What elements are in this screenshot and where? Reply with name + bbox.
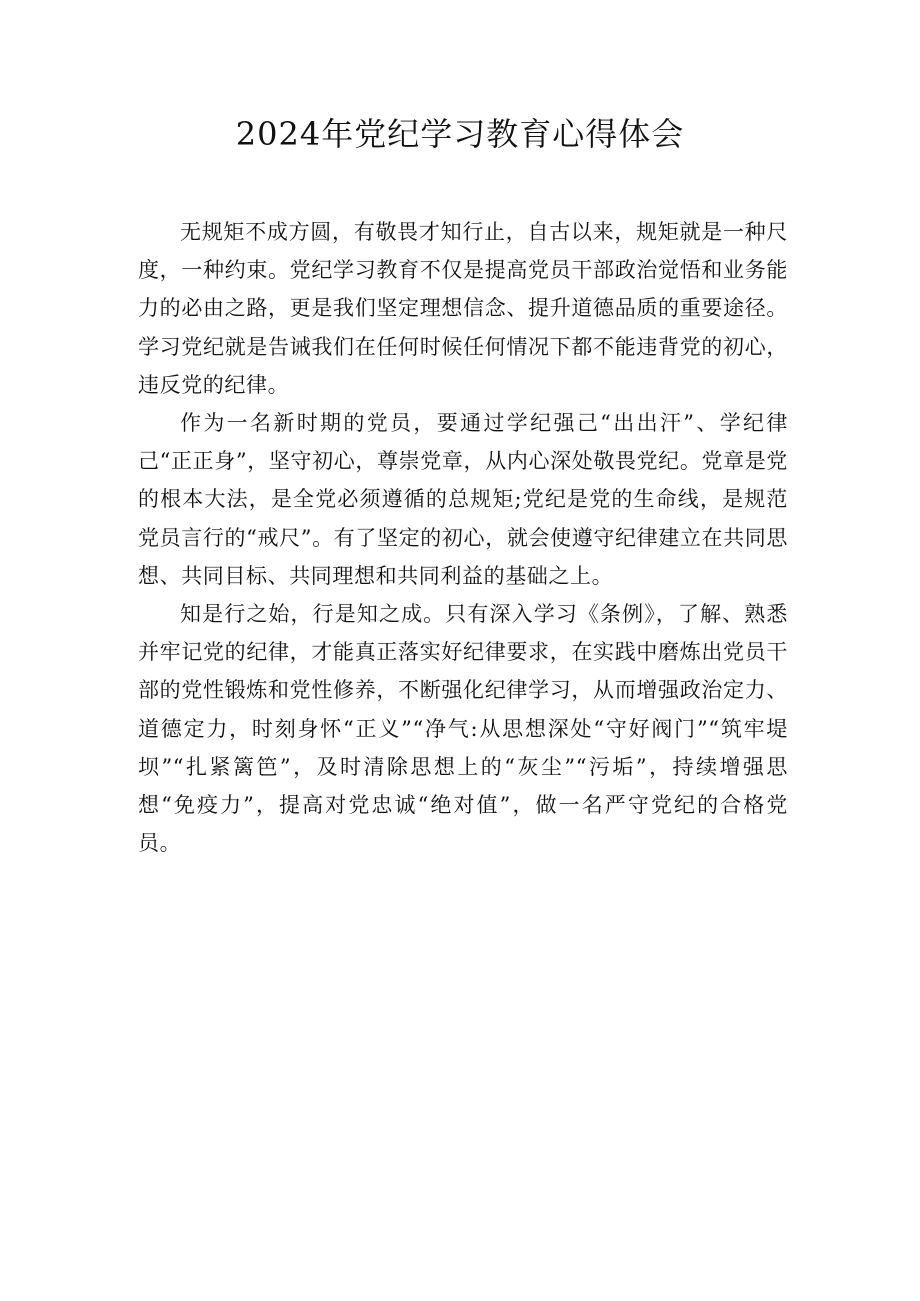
document-title: 2024年党纪学习教育心得体会: [235, 115, 685, 153]
paragraph-3: 知是行之始，行是知之成。只有深入学习《条例》，了解、熟悉并牢记党的纪律，才能真正落实好纪律要求，在实践中磨炼出党员干部的党性锻炼和党性修养，不断强化纪律学习，从而增强政治定力、道德定力，时刻身怀“正义”“净气:从思想深处“守好阀门”“筑牢堤坝”“扎紧篱笆”，及时清除思想上的“灰尘”“污垢”，持续增强思想“免疫力”，提高对党忠诚“绝对值”，做一名严守党纪的合格党员。: [138, 602, 788, 856]
paragraph-1: 无规矩不成方圆，有敬畏才知行止，自古以来，规矩就是一种尺度，一种约束。党纪学习教育不仅是提高党员干部政治觉悟和业务能力的必由之路，更是我们坚定理想信念、提升道德品质的重要途径。学习党纪就是告诫我们在任何时候任何情况下都不能违背党的初心，违反党的纪律。: [138, 220, 788, 397]
paragraph-2: 作为一名新时期的党员，要通过学纪强己“出出汗”、学纪律己“正正身”，坚守初心，尊崇党章，从内心深处敬畏党纪。党章是党的根本大法，是全党必须遵循的总规矩;党纪是党的生命线，是规范党员言行的“戒尺”。有了坚定的初心，就会使遵守纪律建立在共同思想、共同目标、共同理想和共同利益的基础之上。: [138, 411, 788, 588]
document-body: [138, 213, 788, 862]
